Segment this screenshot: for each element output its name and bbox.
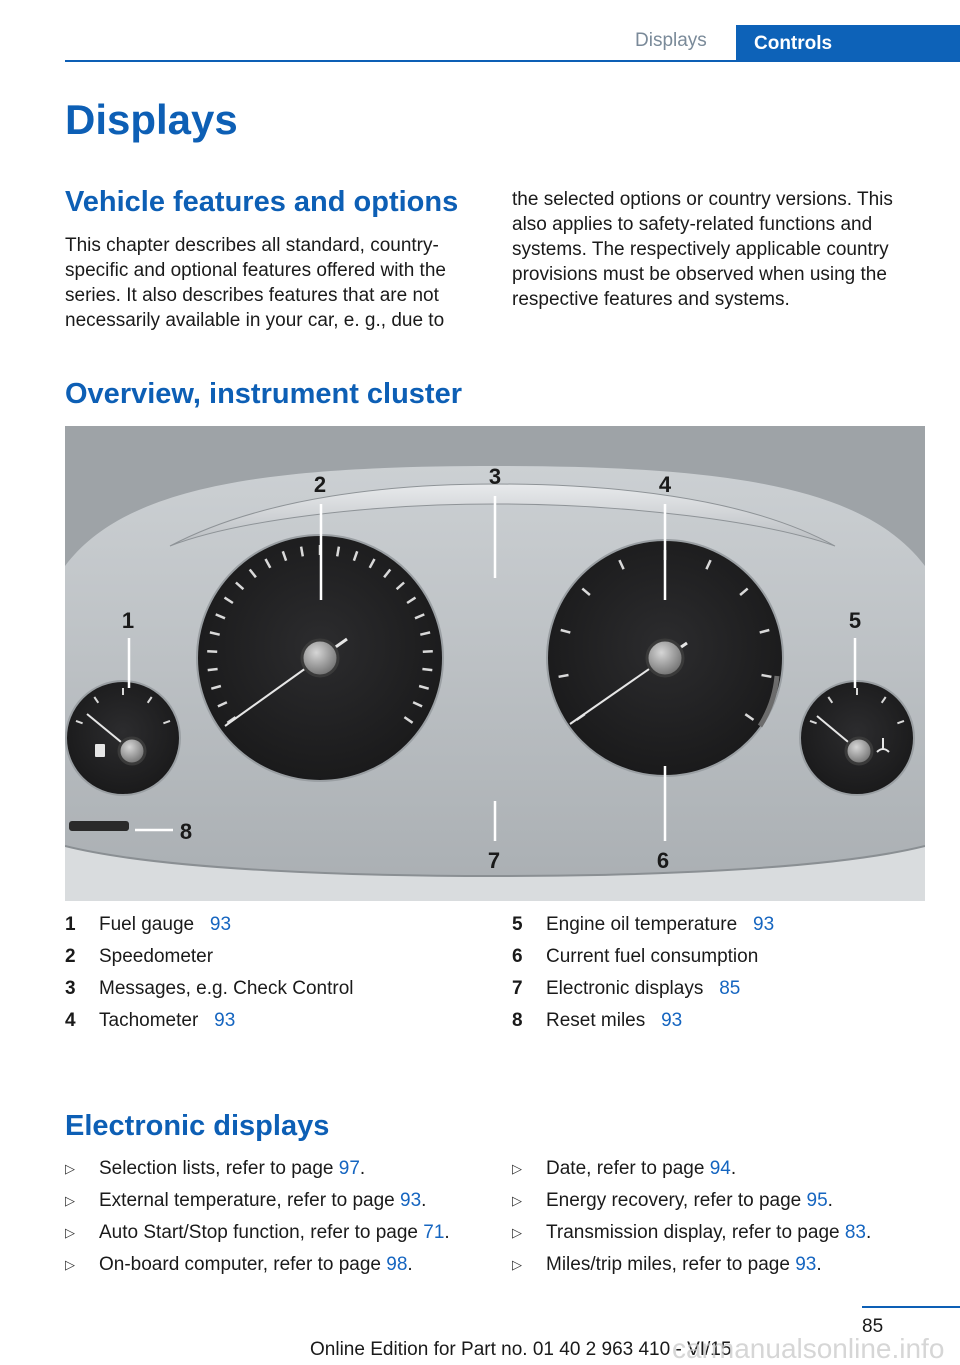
page-reference-link[interactable]: 93 bbox=[795, 1254, 817, 1275]
list-item-text: Date, refer to page bbox=[546, 1158, 710, 1179]
page-reference-link[interactable]: 93 bbox=[214, 1010, 236, 1031]
instrument-cluster-illustration bbox=[65, 426, 925, 901]
bullet-list-right: ▷ Date, refer to page 94. ▷ Energy recovery, refer to page 95. ▷ Transmission display, refer to page 83. ▷ Miles/trip miles, refer to page 93. bbox=[512, 1158, 872, 1275]
page-reference-link[interactable]: 93 bbox=[400, 1190, 422, 1211]
legend-label: Current fuel consumption bbox=[546, 946, 759, 967]
text-line: This chapter describes all standard, country- bbox=[65, 235, 439, 256]
legend-number: 3 bbox=[65, 978, 76, 999]
callout-8: 8 bbox=[179, 819, 193, 844]
bullet-list-left: ▷ Selection lists, refer to page 97. ▷ External temperature, refer to page 93. ▷ Auto Start/Stop function, refer to page 71. ▷ On-board computer, refer to page 98. bbox=[65, 1158, 450, 1275]
callout-3: 3 bbox=[488, 464, 502, 489]
triangle-bullet-icon: ▷ bbox=[512, 1193, 522, 1208]
page-title: Displays bbox=[65, 96, 238, 143]
legend-number: 2 bbox=[65, 946, 76, 967]
callout-2: 2 bbox=[313, 472, 327, 497]
dial-tick bbox=[208, 669, 218, 670]
page-reference-link[interactable]: 95 bbox=[806, 1190, 828, 1211]
list-item-text: Auto Start/Stop function, refer to page bbox=[99, 1222, 424, 1243]
callout-6: 6 bbox=[656, 848, 670, 873]
vehicle-features-text-left bbox=[65, 233, 485, 333]
text-line: also applies to safety-related functions and bbox=[512, 214, 873, 235]
legend-number: 1 bbox=[65, 914, 76, 935]
legend-label: Messages, e.g. Check Control bbox=[99, 978, 354, 999]
callout-1: 1 bbox=[121, 608, 135, 633]
vehicle-features-heading: Vehicle features and options bbox=[65, 186, 459, 218]
vehicle-features-text-right bbox=[512, 187, 932, 312]
page-reference-link[interactable]: 71 bbox=[423, 1222, 445, 1243]
header-chapter-tab: Controls bbox=[736, 25, 960, 61]
list-item-text: On-board computer, refer to page bbox=[99, 1254, 387, 1275]
list-item-text: Selection lists, refer to page bbox=[99, 1158, 339, 1179]
triangle-bullet-icon: ▷ bbox=[65, 1193, 75, 1208]
page-reference-link[interactable]: 94 bbox=[709, 1158, 731, 1179]
watermark-text: carmanualsonline.info bbox=[672, 1333, 945, 1364]
triangle-bullet-icon: ▷ bbox=[512, 1161, 522, 1176]
dial-tick bbox=[207, 651, 217, 652]
callout-7: 7 bbox=[487, 848, 501, 873]
page-reference-link[interactable]: 97 bbox=[338, 1158, 360, 1179]
legend-number: 8 bbox=[512, 1010, 523, 1031]
legend-left bbox=[65, 914, 485, 1044]
text-line: systems. The respectively applicable country bbox=[512, 239, 889, 260]
fuel-gauge bbox=[66, 681, 180, 795]
page-reference-link[interactable]: 83 bbox=[844, 1222, 866, 1243]
header-section-label: Displays bbox=[635, 30, 707, 51]
text-line: the selected options or country versions. This bbox=[512, 189, 893, 210]
triangle-bullet-icon: ▷ bbox=[65, 1257, 75, 1272]
text-line: series. It also describes features that are not bbox=[65, 285, 439, 306]
dial-tick bbox=[762, 675, 772, 677]
list-item-text: External temperature, refer to page bbox=[99, 1190, 400, 1211]
legend-right bbox=[512, 914, 932, 1044]
legend-label: Engine oil temperature bbox=[546, 914, 738, 935]
callout-5: 5 bbox=[848, 608, 862, 633]
triangle-bullet-icon: ▷ bbox=[512, 1257, 522, 1272]
legend-number: 6 bbox=[512, 946, 523, 967]
dial-tick bbox=[422, 669, 432, 670]
footer-rule bbox=[862, 1306, 960, 1308]
list-item-text: Energy recovery, refer to page bbox=[546, 1190, 807, 1211]
legend-number: 5 bbox=[512, 914, 523, 935]
legend-label: Tachometer bbox=[99, 1010, 199, 1031]
overview-heading: Overview, instrument cluster bbox=[65, 378, 463, 410]
callout-4: 4 bbox=[658, 472, 672, 497]
page-reference-link[interactable]: 85 bbox=[719, 978, 741, 999]
text-line: provisions must be observed when using the bbox=[512, 264, 887, 285]
dial-tick bbox=[423, 651, 433, 652]
text-line: necessarily available in your car, e. g., due to bbox=[65, 310, 445, 331]
page-reference-link[interactable]: 93 bbox=[661, 1010, 683, 1031]
legend-number: 7 bbox=[512, 978, 523, 999]
triangle-bullet-icon: ▷ bbox=[512, 1225, 522, 1240]
dial-tick bbox=[337, 547, 339, 557]
legend-label: Electronic displays bbox=[546, 978, 704, 999]
legend-label: Fuel gauge bbox=[99, 914, 195, 935]
page-reference-link[interactable]: 93 bbox=[753, 914, 775, 935]
text-line: respective features and systems. bbox=[512, 289, 790, 310]
legend-label: Reset miles bbox=[546, 1010, 646, 1031]
page-reference-link[interactable]: 98 bbox=[386, 1254, 408, 1275]
legend-label: Speedometer bbox=[99, 946, 214, 967]
header-rule bbox=[65, 60, 960, 62]
list-item-text: Transmission display, refer to page bbox=[546, 1222, 845, 1243]
oil-temperature-gauge bbox=[800, 681, 914, 795]
legend-number: 4 bbox=[65, 1010, 76, 1031]
page-reference-link[interactable]: 93 bbox=[209, 914, 232, 935]
page-number: 85 bbox=[862, 1316, 884, 1337]
edition-note: Online Edition for Part no. 01 40 2 963 410 - VI/15 bbox=[310, 1339, 732, 1360]
text-line: specific and optional features offered with the bbox=[65, 260, 446, 281]
electronic-displays-heading: Electronic displays bbox=[65, 1110, 330, 1142]
dial-tick bbox=[559, 675, 569, 677]
list-item-text: Miles/trip miles, refer to page bbox=[546, 1254, 796, 1275]
triangle-bullet-icon: ▷ bbox=[65, 1225, 75, 1240]
dial-tick bbox=[301, 547, 303, 557]
triangle-bullet-icon: ▷ bbox=[65, 1161, 75, 1176]
